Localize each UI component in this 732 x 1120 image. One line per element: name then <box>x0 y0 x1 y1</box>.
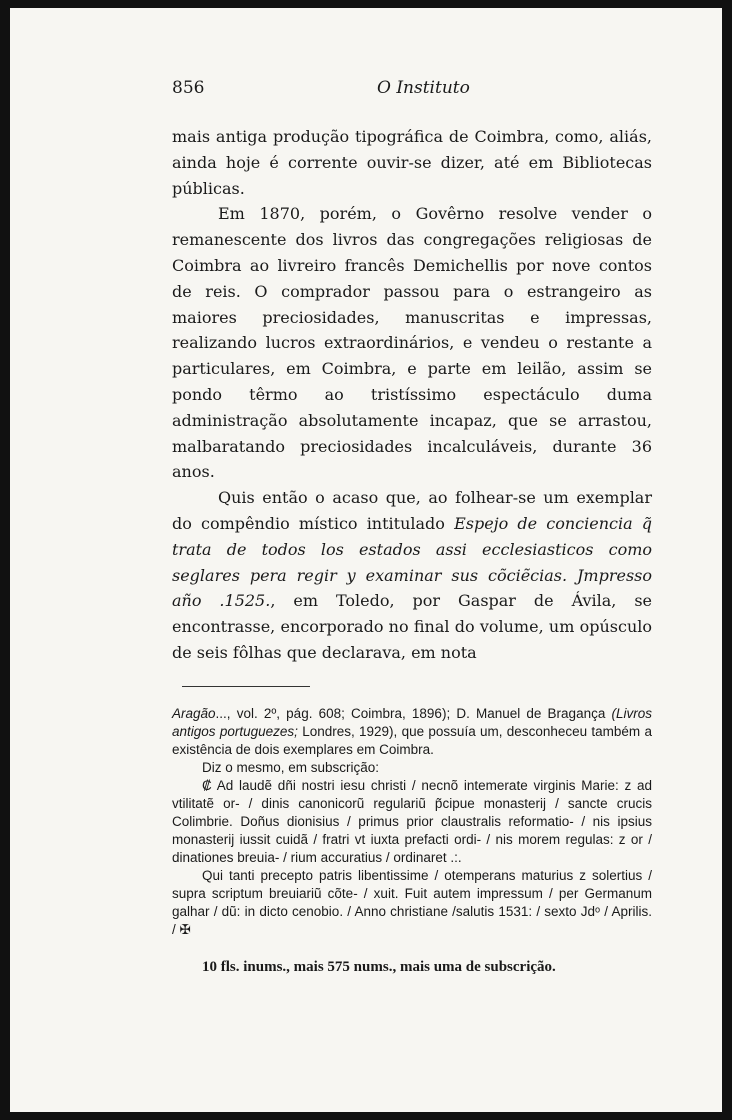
paragraph-2: Em 1870, porém, o Govêrno resolve vender o remanescente dos livros das congregações religiosas de Coimbra ao livreiro francês Demichellis por nove contos de reis. O comprador passou para o estrangeiro as maiores preciosidades, manuscritas e impressas, realizando lucros extraordinários, e vendeu o restante a particulares, em Coimbra, e parte em leilão, assim se pondo têrmo ao tristíssimo espectáculo duma administração absolutamente incapaz, que se arrastou, malbaratando preciosidades incalculáveis, durante 36 anos. <box>172 204 652 482</box>
footnote-2: Diz o mesmo, em subscrição: <box>202 759 380 775</box>
page-number: 856 <box>172 78 205 98</box>
footnote-1 <box>172 705 652 759</box>
footnote-1-a: Aragão <box>172 705 216 721</box>
colophon-2: Qui tanti precepto patris libentissime / otemperans maturius z solertius / supra scriptum breuiariũ cõte- / xuit. Fuit autem impressum / per Germanum galhar / dũ: in dicto cenobio. / Anno christiane /salutis 1531: / sexto Jdᵒ / Aprilis. / ✠ <box>172 867 652 937</box>
paragraph-1: mais antiga produção tipográfica de Coimbra, como, aliás, ainda hoje é corrente ouvir-se dizer, até em Bibliotecas públicas. <box>172 127 652 198</box>
book-title: Espejo de conciencia q̃ trata de todos los estados assi ecclesiasticos como seglares pera regir y examinar sus cõciẽcias. Jmpresso año .1525. <box>172 513 652 611</box>
main-text <box>172 124 652 666</box>
paragraph-3-lead: Quis então o acaso que, ao folhear-se um exemplar do compêndio místico intitulado <box>172 488 652 533</box>
footnote-rule <box>182 686 310 687</box>
page-content <box>172 78 652 991</box>
footnote-1-d: Londres, 1929), que possuía um, desconheceu também a existência de dois exemplares em Coimbra. <box>172 723 652 757</box>
collation-line: 10 fls. inums., mais 575 nums., mais uma de subscrição. <box>202 958 556 975</box>
running-title: O Instituto <box>377 78 470 98</box>
footnotes <box>172 705 652 939</box>
footnote-1-b: ..., vol. 2º, pág. 608; Coimbra, 1896); D. Manuel de Bragança <box>215 705 612 721</box>
book-page <box>10 8 722 1112</box>
paragraph-3 <box>172 485 652 666</box>
page-header <box>172 78 652 104</box>
footnote-1-c: (Livros antigos portuguezes; <box>172 705 652 739</box>
colophon-1: ₡ Ad laudẽ dñi nostri iesu christi / necnõ intemerate virginis Marie: z ad vtilitatẽ or- / dinis canonicorũ regulariũ p̃cipue monasterij / sancte crucis Colimbrie. Doñus dionisius / primus prior claustralis reformatio- / nis ipsius monasterij iussit cuidã / fratri vt iuxta prefacti ordi- / nis morem regulas: z or / dinationes breuia- / rium accuratius / ordinaret .:. <box>172 777 652 865</box>
paragraph-3-tail: , em Toledo, por Gaspar de Ávila, se encontrasse, encorporado no final do volume, um opúsculo de seis fôlhas que declarava, em nota <box>172 591 653 662</box>
